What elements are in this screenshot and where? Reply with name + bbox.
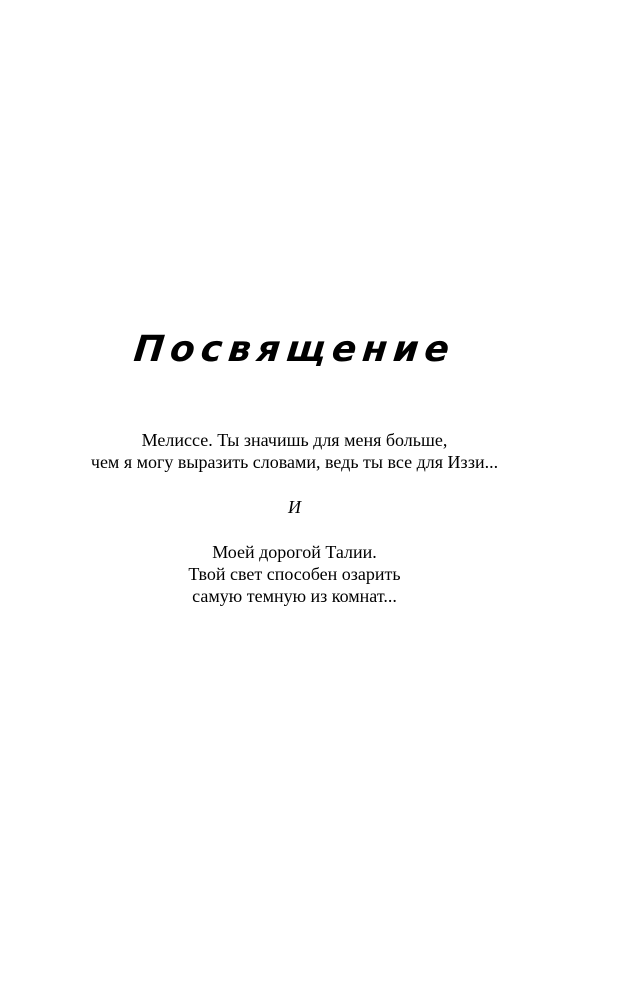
conjunction-separator: И [288,497,301,517]
dedication-paragraph-talia [0,541,589,607]
dedication-title: Посвящение [131,329,458,370]
dedication-paragraph-melissa [0,429,589,473]
text-line: Мелиссе. Ты значишь для меня больше, [141,430,448,450]
text-line: Моей дорогой Талии. [212,542,377,562]
text-line: Твой свет способен озарить [188,564,401,584]
text-line: самую темную из комнат... [192,586,397,606]
text-line: чем я могу выразить словами, ведь ты все для Иззи... [90,452,499,472]
